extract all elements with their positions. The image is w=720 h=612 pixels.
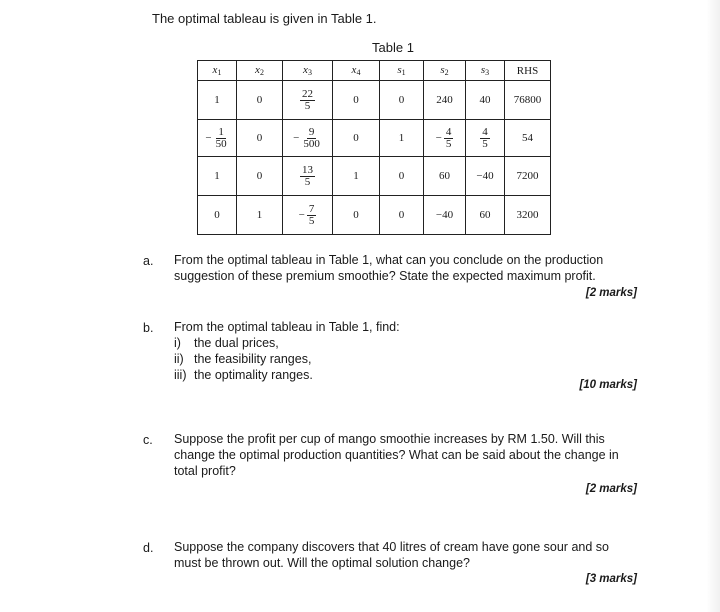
table-cell: 0 xyxy=(237,81,283,120)
fraction-denominator: 50 xyxy=(215,137,227,150)
table-cell: −40 xyxy=(424,196,466,235)
question-d-line2: must be thrown out. Will the optimal solution change? xyxy=(174,556,470,570)
header-cell xyxy=(505,61,551,81)
header-subscript: 3 xyxy=(307,68,312,77)
header-var: x xyxy=(212,64,218,76)
fraction-numerator: 4 xyxy=(482,125,488,138)
item-number: ii) xyxy=(174,352,184,366)
table-cell: 40 xyxy=(466,81,505,120)
item-text: the dual prices, xyxy=(194,336,279,350)
question-a-label: a. xyxy=(143,254,154,268)
table-cell: 1 xyxy=(198,81,237,120)
fraction-numerator: 7 xyxy=(308,202,315,215)
fraction xyxy=(444,127,454,150)
minus-sign: − xyxy=(205,131,212,144)
question-c-label: c. xyxy=(143,433,153,447)
minus-sign: − xyxy=(298,208,305,221)
table-cell xyxy=(283,157,333,196)
fraction xyxy=(301,127,322,150)
intro-text: The optimal tableau is given in Table 1. xyxy=(152,11,377,26)
question-b-item xyxy=(174,351,400,367)
question-b-marks: [10 marks] xyxy=(579,379,637,391)
question-d-text xyxy=(174,539,609,571)
question-c-marks: [2 marks] xyxy=(585,483,637,495)
fraction-denominator: 5 xyxy=(445,137,452,150)
table-cell: 54 xyxy=(505,120,551,157)
table-cell: 0 xyxy=(237,120,283,157)
table-row xyxy=(198,81,551,120)
header-var: s xyxy=(440,64,445,76)
question-b-intro: From the optimal tableau in Table 1, find: xyxy=(174,320,400,334)
header-var: x xyxy=(255,64,260,76)
header-var: s xyxy=(480,64,486,76)
fraction-numerator: 22 xyxy=(302,87,313,100)
question-b-item xyxy=(174,335,400,351)
question-b-text xyxy=(174,319,400,383)
table-cell: 0 xyxy=(380,81,424,120)
table-cell xyxy=(283,81,333,120)
header-cell xyxy=(283,61,333,81)
question-c-line3: total profit? xyxy=(174,464,236,478)
header-cell xyxy=(333,61,380,81)
question-c-line2: change the optimal production quantities? What can be said about the change in xyxy=(174,448,619,462)
table-row xyxy=(198,196,551,235)
question-d-marks: [3 marks] xyxy=(585,573,637,585)
fraction xyxy=(480,127,490,150)
header-subscript: 2 xyxy=(444,68,449,77)
question-b-item xyxy=(174,367,400,383)
table-cell: 60 xyxy=(424,157,466,196)
table-cell: 0 xyxy=(380,157,424,196)
fraction xyxy=(214,127,229,150)
minus-sign: − xyxy=(435,131,442,144)
fraction-denominator: 5 xyxy=(308,214,315,227)
table-cell: 0 xyxy=(333,196,380,235)
item-text: the optimality ranges. xyxy=(194,368,313,382)
header-subscript: 2 xyxy=(259,68,264,77)
table-row xyxy=(198,120,551,157)
table-cell: 1 xyxy=(198,157,237,196)
fraction-numerator: 1 xyxy=(218,125,224,138)
fraction-denominator: 500 xyxy=(303,137,320,150)
header-var: x xyxy=(351,64,357,76)
table-cell: 0 xyxy=(333,120,380,157)
table-cell: −40 xyxy=(466,157,505,196)
question-c-text xyxy=(174,431,619,479)
header-cell xyxy=(424,61,466,81)
fraction-denominator: 5 xyxy=(304,175,311,188)
table-cell xyxy=(283,196,333,235)
question-d-label: d. xyxy=(143,541,154,555)
header-subscript: 4 xyxy=(356,68,361,77)
table-row xyxy=(198,157,551,196)
header-subscript: 1 xyxy=(217,68,222,77)
fraction xyxy=(307,204,317,227)
table-cell: 0 xyxy=(237,157,283,196)
question-d-line1: Suppose the company discovers that 40 litres of cream have gone sour and so xyxy=(174,540,609,554)
table-cell: 7200 xyxy=(505,157,551,196)
item-text: the feasibility ranges, xyxy=(194,352,312,366)
question-a-line1: From the optimal tableau in Table 1, what can you conclude on the production xyxy=(174,253,604,267)
table-header-row xyxy=(198,61,551,81)
question-a-line2: suggestion of these premium smoothie? State the expected maximum profit. xyxy=(174,269,596,283)
item-number: iii) xyxy=(174,368,187,382)
table-cell: 1 xyxy=(380,120,424,157)
fraction-numerator: 13 xyxy=(302,163,313,176)
table-cell xyxy=(283,120,333,157)
question-b-label: b. xyxy=(143,321,154,335)
table-cell: 76800 xyxy=(505,81,551,120)
fraction-numerator: 4 xyxy=(445,125,452,138)
optimal-tableau xyxy=(197,60,551,235)
item-number: i) xyxy=(174,336,181,350)
fraction xyxy=(300,89,315,112)
fraction-denominator: 5 xyxy=(304,99,311,112)
header-subscript: 1 xyxy=(401,68,406,77)
table-cell xyxy=(198,120,237,157)
header-cell xyxy=(237,61,283,81)
fraction xyxy=(300,165,315,188)
header-var: x xyxy=(303,64,308,76)
table-cell: 0 xyxy=(380,196,424,235)
fraction-numerator: 9 xyxy=(308,125,315,138)
header-label: RHS xyxy=(516,64,539,77)
fraction-denominator: 5 xyxy=(482,137,488,150)
question-b-items xyxy=(174,335,400,383)
table-cell: 3200 xyxy=(505,196,551,235)
table-cell xyxy=(466,120,505,157)
table-caption: Table 1 xyxy=(372,40,414,55)
question-a-marks: [2 marks] xyxy=(585,287,637,299)
header-var: s xyxy=(397,64,402,76)
header-subscript: 3 xyxy=(485,68,490,77)
table-cell: 0 xyxy=(333,81,380,120)
header-cell xyxy=(198,61,237,81)
table-cell xyxy=(424,120,466,157)
question-c-line1: Suppose the profit per cup of mango smoothie increases by RM 1.50. Will this xyxy=(174,432,605,446)
header-cell xyxy=(380,61,424,81)
table-cell: 1 xyxy=(237,196,283,235)
header-cell xyxy=(466,61,505,81)
page-edge-shadow xyxy=(706,0,720,612)
table-cell: 60 xyxy=(466,196,505,235)
table-cell: 240 xyxy=(424,81,466,120)
question-a-text xyxy=(174,252,603,284)
table-cell: 1 xyxy=(333,157,380,196)
minus-sign: − xyxy=(293,131,300,144)
table-cell: 0 xyxy=(198,196,237,235)
